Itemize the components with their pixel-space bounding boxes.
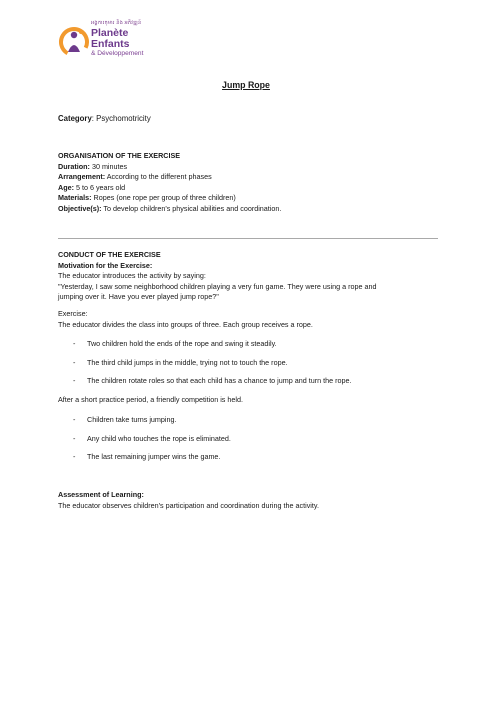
bullet-marker: - xyxy=(73,357,76,367)
page-title: Jump Rope xyxy=(222,80,270,90)
logo-name-line2: Enfants xyxy=(91,38,130,50)
objectives-label: Objective(s): xyxy=(58,203,102,213)
bullet-marker: - xyxy=(73,452,76,461)
logo-name-line1: Planète xyxy=(91,27,129,39)
list-item: Any child who touches the rope is eliminated. xyxy=(87,433,231,443)
logo-name-line3: & Développement xyxy=(91,50,144,57)
motivation-heading: Motivation for the Exercise: xyxy=(58,260,153,270)
list-item: Two children hold the ends of the rope and swing it steadily. xyxy=(87,339,277,348)
materials-line xyxy=(58,193,236,203)
objectives-line xyxy=(58,204,281,214)
motivation-intro: The educator introduces the activity by saying: xyxy=(58,271,206,280)
organisation-heading: ORGANISATION OF THE EXERCISE xyxy=(58,151,181,160)
duration-value: 30 minutes xyxy=(89,161,128,171)
bullet-marker: - xyxy=(73,433,76,443)
duration-line xyxy=(58,162,127,172)
objectives-value: To develop children's physical abilities and coordination. xyxy=(101,203,282,213)
list-item: The last remaining jumper wins the game. xyxy=(87,452,221,461)
logo-emblem-icon xyxy=(58,26,90,58)
logo-khmer-text: អង្គការកុមារ និង អភិវឌ្ឍន៍ xyxy=(91,20,142,26)
age-value: 5 to 6 years old xyxy=(73,182,126,192)
category-value: : Psychomotricity xyxy=(91,114,151,123)
bullet-marker: - xyxy=(73,339,76,348)
motivation-quote-line2: jumping over it. Have you ever played jump rope?" xyxy=(58,292,219,301)
materials-value: Ropes (one rope per group of three children) xyxy=(91,193,236,202)
materials-label: Materials: xyxy=(58,193,92,202)
conduct-heading: CONDUCT OF THE EXERCISE xyxy=(58,250,161,259)
list-item: Children take turns jumping. xyxy=(87,415,177,424)
age-line xyxy=(58,183,125,193)
category-line xyxy=(58,114,151,124)
duration-label: Duration: xyxy=(58,161,90,171)
bullet-marker: - xyxy=(73,376,76,385)
exercise-label: Exercise: xyxy=(58,309,88,318)
category-label: Category xyxy=(58,114,92,123)
arrangement-value: According to the different phases xyxy=(105,172,212,181)
arrangement-line xyxy=(58,172,212,182)
list-item: The children rotate roles so that each child has a chance to jump and turn the rope. xyxy=(87,376,352,385)
motivation-quote-line1: "Yesterday, I saw some neighborhood children playing a very fun game. They were using a rope and xyxy=(58,281,377,291)
age-label: Age: xyxy=(58,182,74,192)
assessment-heading: Assessment of Learning: xyxy=(58,490,144,499)
section-divider xyxy=(58,238,438,239)
bullet-marker: - xyxy=(73,415,76,424)
arrangement-label: Arrangement: xyxy=(58,172,106,181)
list-item: The third child jumps in the middle, trying not to touch the rope. xyxy=(87,357,288,367)
exercise-intro: The educator divides the class into groups of three. Each group receives a rope. xyxy=(58,319,313,329)
practice-text: After a short practice period, a friendly competition is held. xyxy=(58,395,243,404)
assessment-text: The educator observes children's participation and coordination during the activity. xyxy=(58,500,319,510)
organization-logo xyxy=(58,20,168,70)
